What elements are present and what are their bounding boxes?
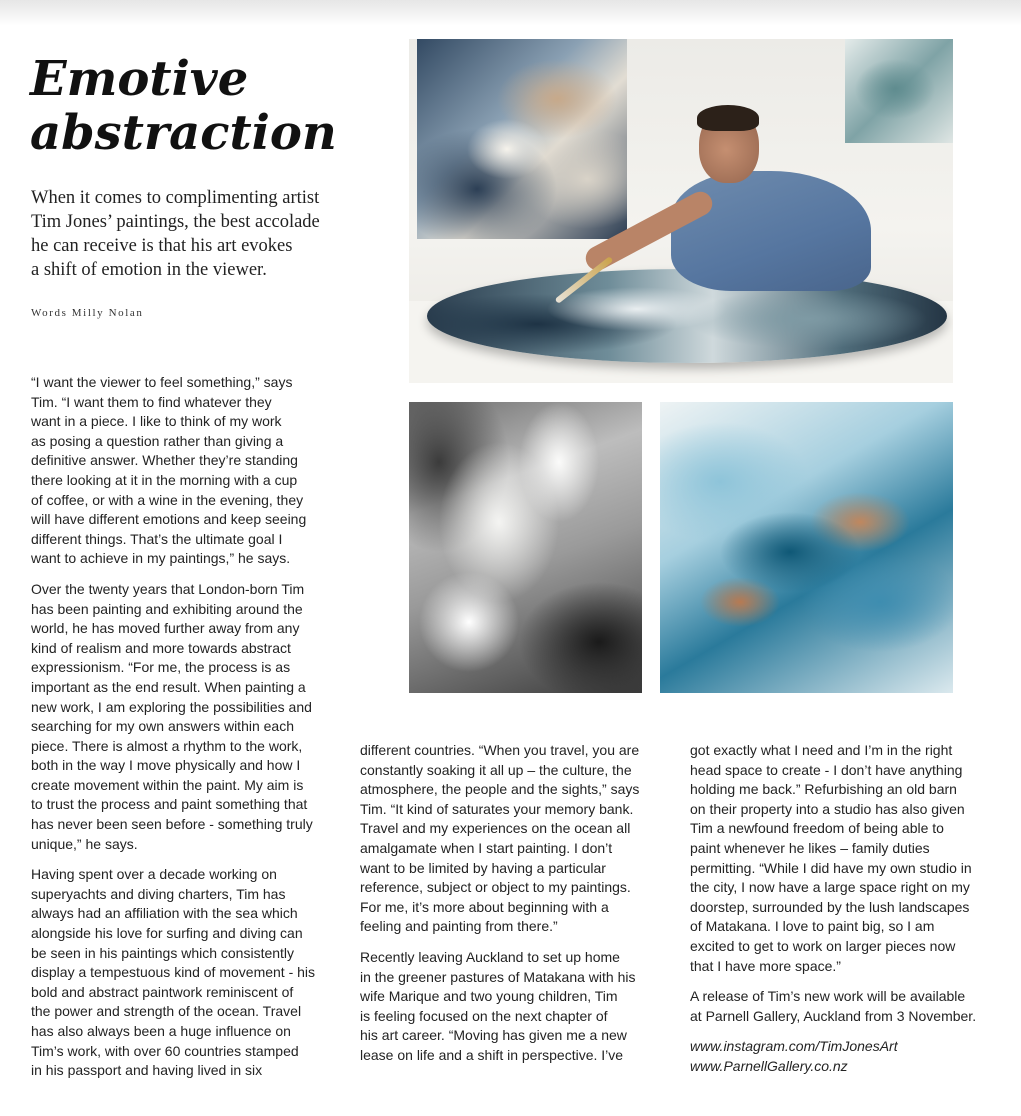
text-line: want to be limited by having a particular [360, 859, 606, 876]
text-line: excited to get to work on larger pieces now [690, 937, 956, 954]
text-line: permitting. “While I did have my own studio in [690, 859, 972, 876]
text-line: will have different emotions and keep seeing [31, 511, 307, 528]
text-line: constantly soaking it all up – the culture, the [360, 761, 632, 778]
text-line: alongside his love for surfing and diving can [31, 925, 303, 942]
headline-line-2: abstraction [30, 105, 337, 161]
standfirst-line: Tim Jones’ paintings, the best accolade [31, 212, 320, 232]
text-line: want to achieve in my paintings,” he says. [31, 550, 291, 567]
text-line: bold and abstract paintwork reminiscent of [31, 983, 294, 1000]
text-line: For me, it’s more about beginning with a [360, 898, 609, 915]
text-line: want in a piece. I like to think of my work [31, 413, 282, 430]
paragraph [690, 741, 1010, 976]
text-line: as posing a question rather than giving a [31, 432, 284, 449]
text-line: on their property into a studio has also given [690, 800, 965, 817]
text-line: create movement within the paint. My aim is [31, 776, 304, 793]
article-column-2 [360, 741, 680, 1077]
background-canvas-painting [417, 39, 627, 239]
link-list [690, 1037, 1010, 1076]
text-line: new work, I am exploring the possibilities and [31, 698, 312, 715]
text-line: Tim. “It kind of saturates your memory bank. [360, 800, 634, 817]
text-line: the city, I now have a large space right on my [690, 879, 970, 896]
text-line: Tim. “I want them to find whatever they [31, 393, 272, 410]
text-line: in the greener pastures of Matakana with his [360, 968, 636, 985]
article-column-1 [31, 373, 351, 1092]
text-line: is feeling focused on the next chapter of [360, 1007, 608, 1024]
text-line: in his passport and having lived in six [31, 1062, 263, 1079]
artist-hair [697, 105, 759, 131]
text-line: “I want the viewer to feel something,” says [31, 374, 293, 390]
photo-monochrome-painting [409, 402, 642, 693]
text-line: there looking at it in the morning with a cup [31, 471, 298, 488]
text-line: different things. That’s the ultimate goal I [31, 530, 283, 547]
text-line: Having spent over a decade working on [31, 866, 277, 883]
article-standfirst [31, 186, 381, 282]
paragraph [360, 948, 680, 1066]
text-line: head space to create - I don’t have anything [690, 761, 963, 778]
article-column-3 [690, 741, 1010, 1077]
text-line: feeling and painting from there.” [360, 918, 558, 935]
text-line: lease on life and a shift in perspective. I’ve [360, 1046, 624, 1063]
paragraph [31, 580, 351, 854]
instagram-link[interactable]: www.instagram.com/TimJonesArt [690, 1038, 898, 1055]
standfirst-line: a shift of emotion in the viewer. [31, 260, 267, 280]
text-line: definitive answer. Whether they’re standing [31, 452, 298, 469]
text-line: both in the way I move physically and how I [31, 757, 301, 774]
text-line: world, he has moved further away from any [31, 620, 300, 637]
text-line: the power and strength of the ocean. Travel [31, 1003, 302, 1020]
text-line: has never been seen before - something truly [31, 816, 313, 833]
artist-figure [649, 109, 909, 309]
text-line: kind of realism and more towards abstract [31, 639, 291, 656]
text-line: his art career. “Moving has given me a new [360, 1027, 627, 1044]
text-line: atmosphere, the people and the sights,” says [360, 781, 640, 798]
text-line: paint whenever he likes – family duties [690, 839, 930, 856]
standfirst-line: he can receive is that his art evokes [31, 236, 293, 256]
gallery-link[interactable]: www.ParnellGallery.co.nz [690, 1057, 848, 1074]
paragraph [360, 741, 680, 937]
byline: Words Milly Nolan [31, 307, 144, 319]
text-line: different countries. “When you travel, you are [360, 742, 640, 758]
text-line: A release of Tim’s new work will be available [690, 988, 966, 1005]
page-top-shade [0, 0, 1021, 26]
text-line: piece. There is almost a rhythm to the work, [31, 737, 303, 754]
photo-artist-painting [409, 39, 953, 383]
text-line: superyachts and diving charters, Tim has [31, 885, 286, 902]
text-line: wife Marique and two young children, Tim [360, 988, 618, 1005]
paragraph [31, 865, 351, 1081]
text-line: to trust the process and paint something that [31, 796, 308, 813]
paragraph [31, 373, 351, 569]
text-line: Tim a newfound freedom of being able to [690, 820, 944, 837]
text-line: expressionism. “For me, the process is as [31, 659, 291, 676]
text-line: got exactly what I need and I’m in the right [690, 742, 953, 758]
text-line: amalgamate when I start painting. I don’t [360, 839, 613, 856]
text-line: Over the twenty years that London-born Tim [31, 580, 305, 597]
text-line: reference, subject or object to my paintings. [360, 879, 631, 896]
text-line: searching for my own answers within each [31, 718, 295, 735]
headline-line-1: Emotive [30, 51, 249, 107]
text-line: has also always been a huge influence on [31, 1023, 291, 1039]
text-line: Tim’s work, with over 60 countries stamped [31, 1042, 299, 1059]
artist-torso [671, 171, 871, 291]
text-line: of Matakana. I love to paint big, so I am [690, 918, 935, 935]
paragraph [690, 987, 1010, 1026]
photo-blue-painting [660, 402, 953, 693]
text-line: unique,” he says. [31, 835, 138, 852]
text-line: Travel and my experiences on the ocean all [360, 820, 631, 837]
text-line: has been painting and exhibiting around the [31, 600, 303, 617]
standfirst-line: When it comes to complimenting artist [31, 188, 320, 208]
text-line: of coffee, or with a wine in the evening, they [31, 491, 304, 508]
text-line: Recently leaving Auckland to set up home [360, 948, 620, 965]
text-line: doorstep, surrounded by the lush landscapes [690, 898, 970, 915]
article-headline [30, 52, 337, 160]
text-line: holding me back.” Refurbishing an old barn [690, 781, 957, 798]
text-line: be seen in his paintings which consistently [31, 944, 295, 961]
text-line: important as the end result. When painting a [31, 678, 306, 695]
text-line: at Parnell Gallery, Auckland from 3 November. [690, 1007, 977, 1024]
text-line: that I have more space.” [690, 957, 841, 974]
text-line: always had an affiliation with the sea which [31, 905, 298, 922]
text-line: display a tempestuous kind of movement - his [31, 964, 316, 981]
